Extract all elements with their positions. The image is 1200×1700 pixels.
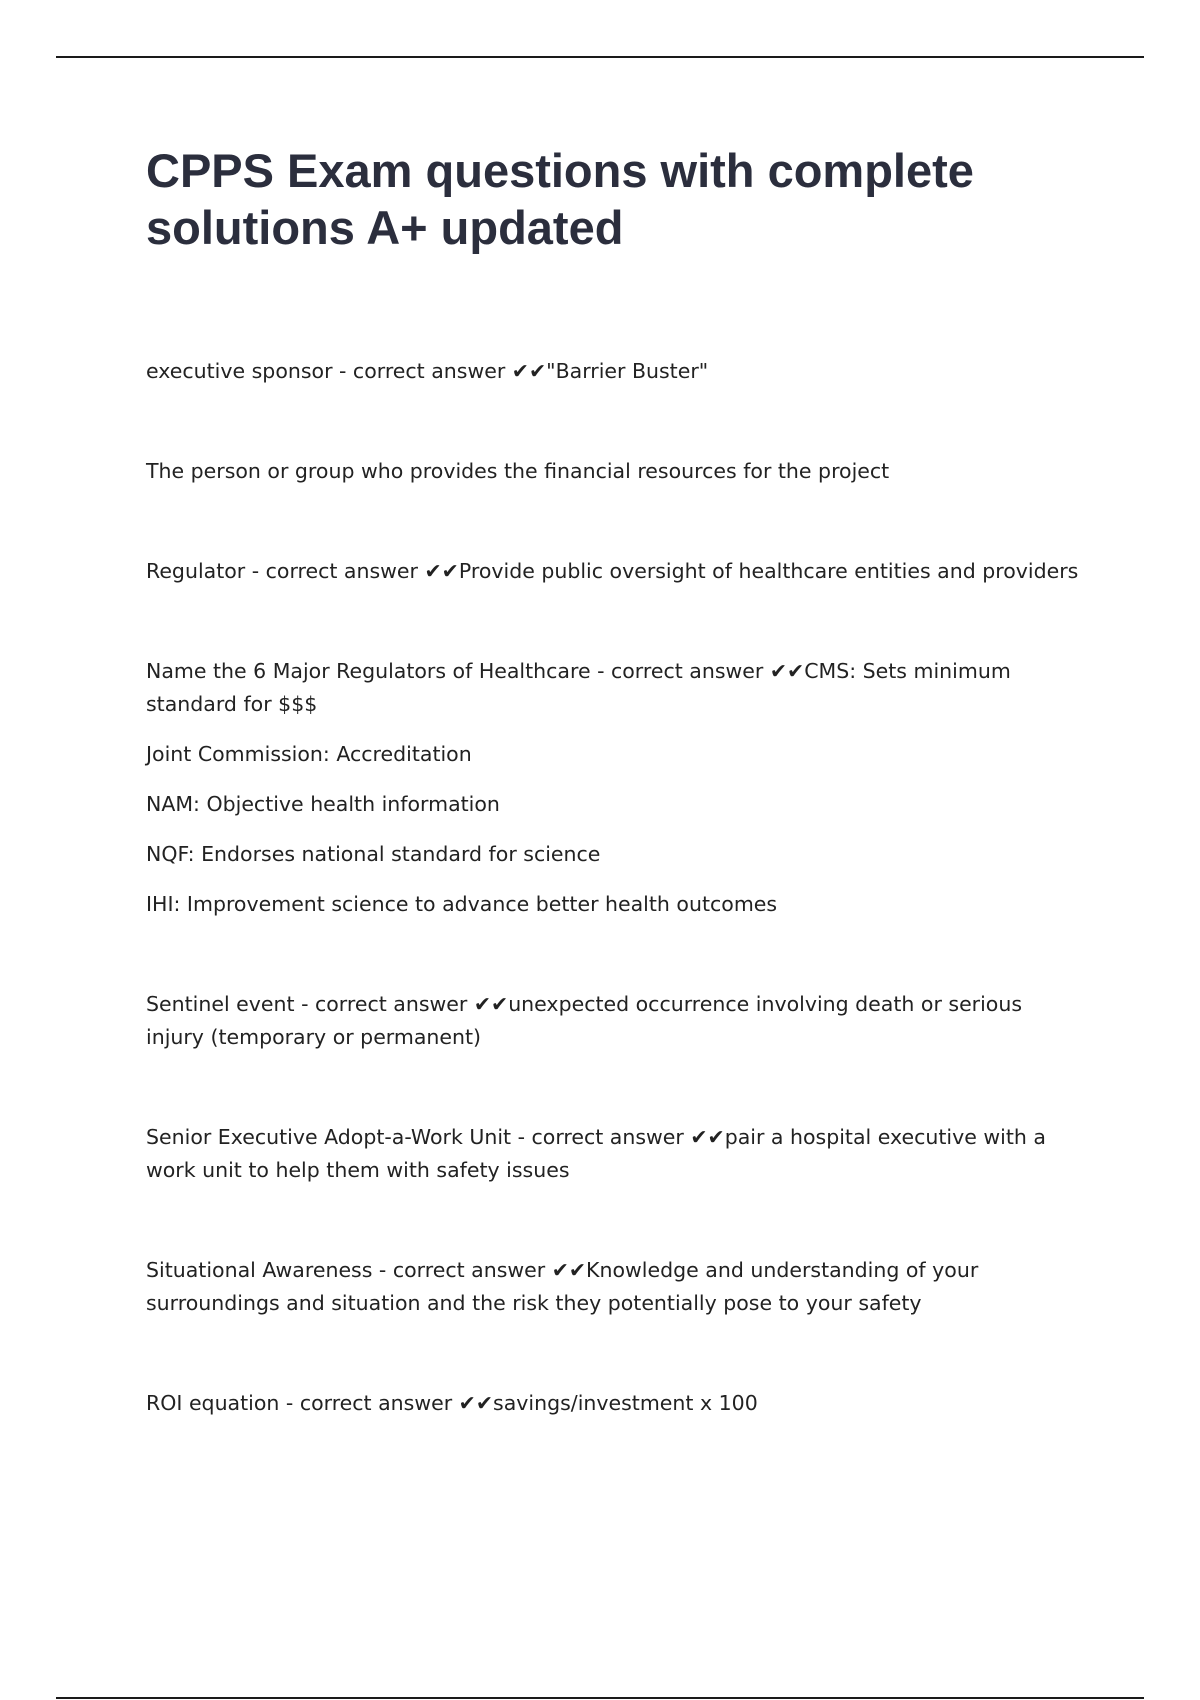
qa-entry [146,555,1086,588]
qa-text: Situational Awareness - correct answer ✔✔Knowledge and understanding of your surroundings and situation and the risk they potentially pose to your safety [146,1258,979,1315]
bottom-rule [56,1697,1144,1699]
qa-text: executive sponsor - correct answer ✔✔"Barrier Buster" [146,359,709,383]
qa-entry [146,1254,1086,1320]
qa-entry [146,655,1086,921]
qa-text: Regulator - correct answer ✔✔Provide public oversight of healthcare entities and providers [146,559,1079,583]
qa-text: ROI equation - correct answer ✔✔savings/investment x 100 [146,1391,758,1415]
qa-entry [146,988,1086,1054]
qa-text: NQF: Endorses national standard for science [146,842,601,866]
qa-text: The person or group who provides the financial resources for the project [146,459,890,483]
qa-text: IHI: Improvement science to advance better health outcomes [146,892,778,916]
qa-text: Sentinel event - correct answer ✔✔unexpected occurrence involving death or serious injury (temporary or permanent) [146,992,1023,1049]
document-body [146,355,1086,1420]
qa-text: Senior Executive Adopt-a-Work Unit - correct answer ✔✔pair a hospital executive with a work unit to help them with safety issues [146,1125,1046,1182]
qa-text: Joint Commission: Accreditation [146,742,472,766]
qa-entry [146,1121,1086,1187]
top-rule [56,56,1144,58]
qa-text: Name the 6 Major Regulators of Healthcare - correct answer ✔✔CMS: Sets minimum standard for $$$ [146,659,1011,716]
qa-entry [146,355,1086,388]
qa-entry [146,1387,1086,1420]
qa-entry [146,455,1086,488]
qa-text: NAM: Objective health information [146,792,500,816]
document-title: CPPS Exam questions with complete solutions A+ updated [146,144,974,254]
